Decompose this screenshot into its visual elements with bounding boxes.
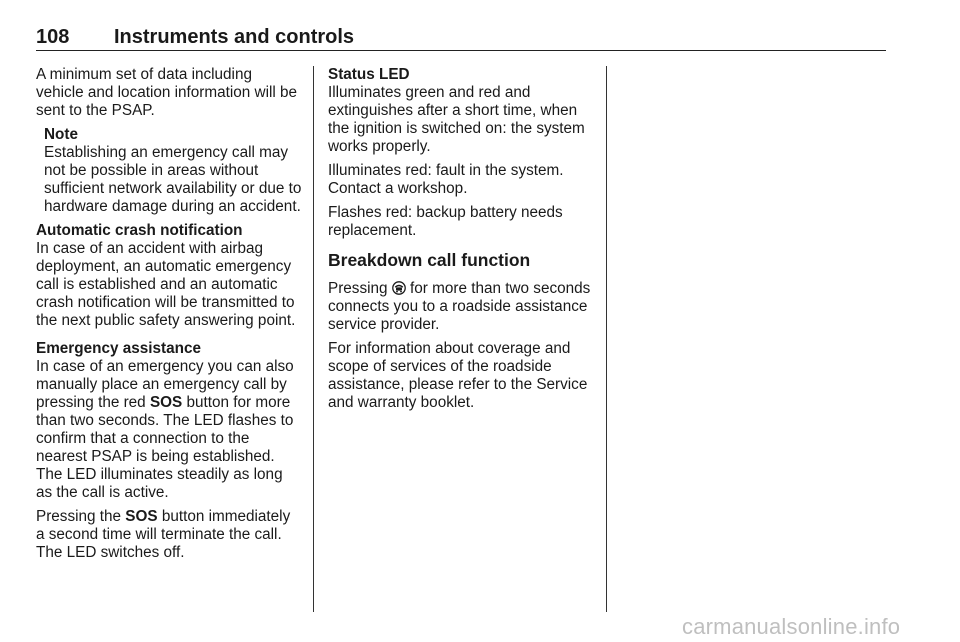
status-flash-paragraph: Flashes red: backup battery needs replacement.	[328, 204, 563, 239]
assist-heading: Emergency assistance	[36, 340, 201, 357]
crash-paragraph: In case of an accident with airbag deployment, an automatic emergency call is established and an automatic crash notification will be transmitted to the next public safety answering point.	[36, 240, 296, 329]
sos-label: SOS	[149, 394, 183, 411]
note-text: Establishing an emergency call may not be possible in areas without sufficient network availability or due to hardware damage during an accident.	[44, 144, 302, 215]
page-number: 108	[36, 26, 70, 48]
coverage-paragraph: For information about coverage and scope of services of the roadside assistance, please refer to the Service and warranty booklet.	[328, 340, 588, 411]
breakdown-paragraph	[328, 280, 596, 334]
status-heading: Status LED	[328, 66, 410, 83]
note-heading: Note	[44, 126, 78, 143]
breakdown-text-2: for more than two seconds connects you to a roadside assistance service provider.	[328, 280, 591, 333]
assist-paragraph	[36, 358, 302, 502]
crash-heading: Automatic crash notification	[36, 222, 243, 239]
sos-label-2: SOS	[125, 508, 158, 525]
press-text-2: button immediately a second time will terminate the call. The LED switches off.	[36, 508, 291, 561]
press-paragraph	[36, 508, 302, 562]
page-title: Instruments and controls	[114, 26, 355, 48]
page-header	[36, 26, 886, 51]
roadside-assistance-icon	[392, 281, 406, 295]
assist-text-1: In case of an emergency you can also manually place an emergency call by pressing the red	[36, 358, 294, 411]
breakdown-heading: Breakdown call function	[328, 250, 531, 270]
press-text-1: Pressing the	[36, 508, 122, 525]
right-column	[328, 66, 596, 418]
breakdown-text-1: Pressing	[328, 280, 388, 297]
column-divider-left	[313, 66, 314, 612]
note-box	[36, 126, 302, 216]
status-green-paragraph: Illuminates green and red and extinguishes after a short time, when the ignition is switched on: the system works properly.	[328, 84, 585, 155]
intro-paragraph: A minimum set of data including vehicle and location information will be sent to the PSAP.	[36, 66, 298, 119]
column-divider-right	[606, 66, 607, 612]
watermark: carmanualsonline.info	[682, 614, 901, 639]
assist-text-2: button for more than two seconds. The LED flashes to confirm that a connection to the nearest PSAP is being established. The LED illuminates steadily as long as the call is active.	[36, 394, 294, 501]
status-red-paragraph: Illuminates red: fault in the system. Contact a workshop.	[328, 162, 564, 197]
left-column	[36, 66, 302, 568]
